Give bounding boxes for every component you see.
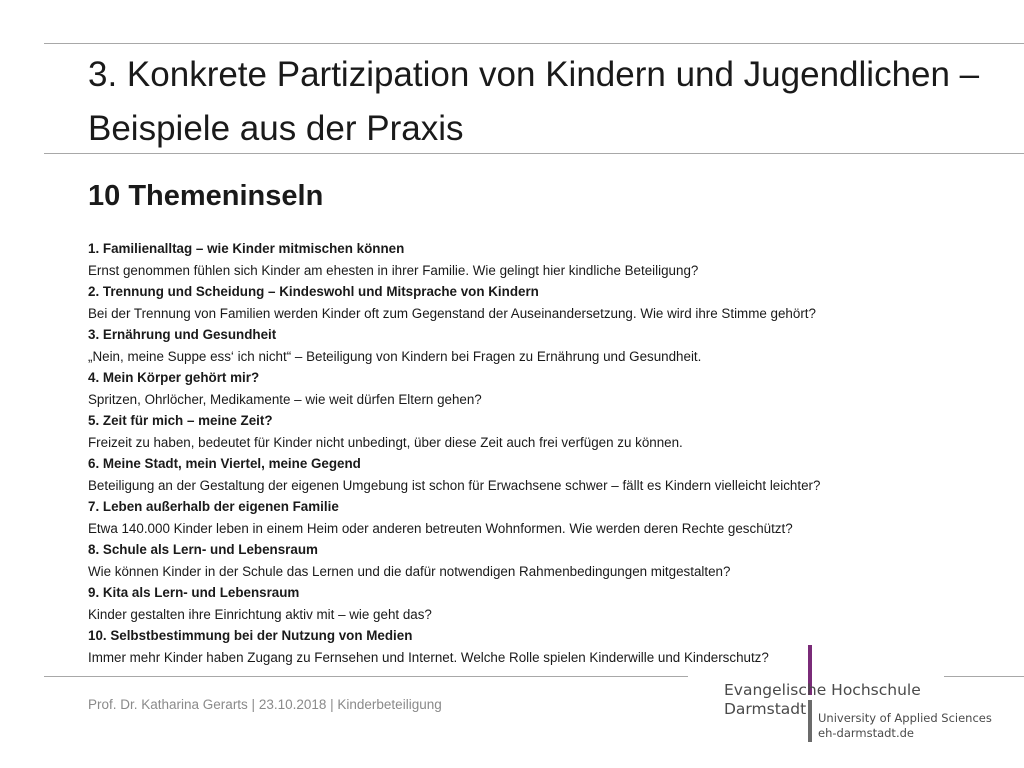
topic-item: [88, 367, 968, 410]
logo-website: eh-darmstadt.de: [818, 726, 914, 740]
topic-item: [88, 324, 968, 367]
topic-heading: 5. Zeit für mich – meine Zeit?: [88, 413, 273, 428]
slide-title: 3. Konkrete Partizipation von Kindern und Jugendlichen – Beispiele aus der Praxis: [88, 55, 980, 148]
footer-divider-right: [944, 676, 1024, 677]
topic-heading: 7. Leben außerhalb der eigenen Familie: [88, 499, 339, 514]
topic-item: [88, 539, 968, 582]
logo-name-line1: Evangelische Hochschule: [724, 681, 921, 699]
footer-credit: Prof. Dr. Katharina Gerarts | 23.10.2018 | Kinderbeteiligung: [88, 697, 442, 712]
topic-description: „Nein, meine Suppe ess‘ ich nicht“ – Beteiligung von Kindern bei Fragen zu Ernährung und Gesundheit.: [88, 348, 702, 364]
topic-item: [88, 281, 968, 324]
topic-description: Bei der Trennung von Familien werden Kinder oft zum Gegenstand der Auseinandersetzung. Wie wird ihre Stimme gehört?: [88, 305, 816, 321]
topic-heading: 3. Ernährung und Gesundheit: [88, 327, 277, 342]
topic-item: [88, 410, 968, 453]
top-divider: [44, 43, 1024, 44]
slide-subtitle: 10 Themeninseln: [88, 180, 324, 212]
logo-name-line2: Darmstadt: [724, 700, 807, 718]
topic-description: Ernst genommen fühlen sich Kinder am ehesten in ihrer Familie. Wie gelingt hier kindliche Beteiligung?: [88, 262, 699, 278]
topic-description: Kinder gestalten ihre Einrichtung aktiv mit – wie geht das?: [88, 606, 432, 622]
footer-divider-left: [44, 676, 688, 677]
topic-list: [88, 238, 968, 668]
topic-heading: 10. Selbstbestimmung bei der Nutzung von Medien: [88, 628, 413, 643]
topic-description: Etwa 140.000 Kinder leben in einem Heim oder anderen betreuten Wohnformen. Wie werden deren Rechte geschützt?: [88, 520, 793, 536]
topic-description: Spritzen, Ohrlöcher, Medikamente – wie weit dürfen Eltern gehen?: [88, 391, 482, 407]
title-divider: [44, 153, 1024, 154]
topic-heading: 4. Mein Körper gehört mir?: [88, 370, 260, 385]
logo-sub-line1: University of Applied Sciences: [818, 711, 992, 725]
topic-item: [88, 496, 968, 539]
topic-item: [88, 453, 968, 496]
topic-heading: 1. Familienalltag – wie Kinder mitmischen können: [88, 241, 405, 256]
topic-heading: 6. Meine Stadt, mein Viertel, meine Gegend: [88, 456, 361, 471]
logo-subtext: [818, 711, 992, 741]
topic-heading: 9. Kita als Lern- und Lebensraum: [88, 585, 300, 600]
topic-description: Freizeit zu haben, bedeutet für Kinder nicht unbedingt, über diese Zeit auch frei verfügen zu können.: [88, 434, 683, 450]
topic-heading: 8. Schule als Lern- und Lebensraum: [88, 542, 318, 557]
topic-description: Beteiligung an der Gestaltung der eigenen Umgebung ist schon für Erwachsene schwer – fällt es Kindern vielleicht leichter?: [88, 477, 821, 493]
topic-item: [88, 582, 968, 625]
topic-description: Wie können Kinder in der Schule das Lernen und die dafür notwendigen Rahmenbedingungen mitgestalten?: [88, 563, 731, 579]
topic-heading: 2. Trennung und Scheidung – Kindeswohl und Mitsprache von Kindern: [88, 284, 539, 299]
topic-item: [88, 238, 968, 281]
topic-item: [88, 625, 968, 668]
topic-description: Immer mehr Kinder haben Zugang zu Fernsehen und Internet. Welche Rolle spielen Kinderwille und Kinderschutz?: [88, 649, 769, 665]
